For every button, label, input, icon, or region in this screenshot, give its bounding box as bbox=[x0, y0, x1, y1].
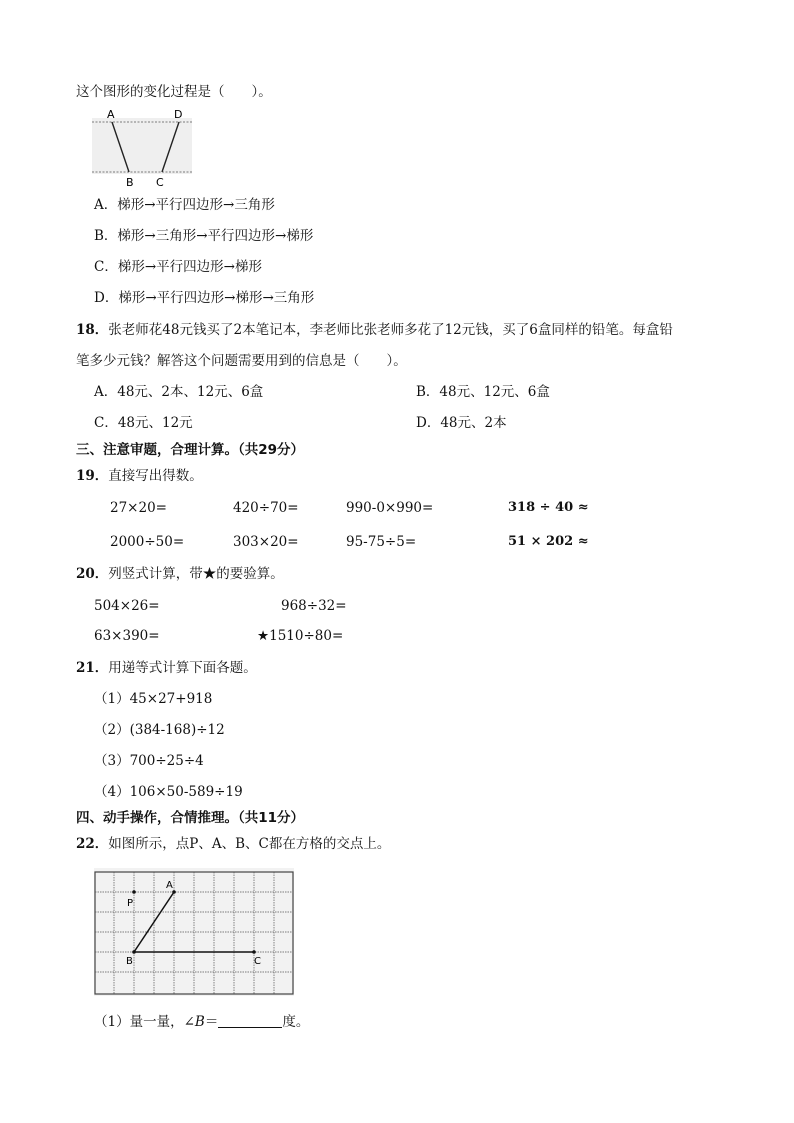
label-p: P bbox=[127, 898, 134, 909]
section4-heading: 四、动手操作，合情推理。（共11分） bbox=[76, 810, 305, 826]
q20-item-3: 63×390= bbox=[94, 628, 160, 644]
trapezoid-figure bbox=[92, 106, 196, 190]
q20-item-4: ★1510÷80= bbox=[257, 628, 344, 644]
q19-r1c2: 420÷70= bbox=[233, 500, 299, 516]
q18-text-2: 笔多少元钱？解答这个问题需要用到的信息是（ ）。 bbox=[76, 353, 407, 369]
q19-r2c2: 303×20= bbox=[233, 534, 299, 550]
q19-r1c4: 318 ÷ 40 ≈ bbox=[508, 500, 589, 515]
q20-item-1: 504×26= bbox=[94, 598, 160, 614]
q22-sub1 bbox=[94, 1013, 309, 1031]
label-a: A bbox=[107, 108, 115, 121]
label-c: C bbox=[156, 176, 164, 189]
section3-heading: 三、注意审题，合理计算。（共29分） bbox=[76, 442, 305, 458]
q21-item-3: （3）700÷25÷4 bbox=[94, 753, 204, 769]
q22-answer-blank[interactable] bbox=[218, 1013, 282, 1028]
q22-number: 22． bbox=[76, 836, 109, 852]
q18-text-1: 张老师花48元钱买了2本笔记本，李老师比张老师多花了12元钱，买了6盒同样的铅笔。每盒铅 bbox=[108, 322, 673, 338]
q21-number: 21． bbox=[76, 660, 109, 676]
q22-sub1-suffix: 度。 bbox=[282, 1014, 310, 1030]
q18-line1 bbox=[76, 321, 673, 339]
grid-figure bbox=[94, 868, 296, 998]
q18-number: 18． bbox=[76, 322, 109, 338]
q20-item-2: 968÷32= bbox=[281, 598, 347, 614]
q20-number: 20． bbox=[76, 566, 109, 582]
q20-stem: 列竖式计算，带★的要验算。 bbox=[108, 566, 284, 582]
q18-option-b: B．48元、12元、6盒 bbox=[416, 384, 550, 400]
label-d: D bbox=[174, 108, 183, 121]
label-a: A bbox=[166, 880, 173, 891]
q22-sub1-angle: ∠B bbox=[183, 1014, 205, 1030]
q19-r2c1: 2000÷50= bbox=[110, 534, 185, 550]
q19-stem: 直接写出得数。 bbox=[108, 468, 203, 484]
label-b: B bbox=[126, 956, 133, 967]
q21-item-4: （4）106×50-589÷19 bbox=[94, 784, 243, 800]
q21-stem: 用递等式计算下面各题。 bbox=[108, 660, 257, 676]
q17-stem: 这个图形的变化过程是（ ）。 bbox=[76, 84, 272, 100]
q21-item-1: （1）45×27+918 bbox=[94, 691, 213, 707]
q21-item-2: （2）(384-168)÷12 bbox=[94, 722, 225, 738]
q19-number: 19． bbox=[76, 468, 109, 484]
q17-option-a: A．梯形→平行四边形→三角形 bbox=[94, 197, 275, 213]
q18-option-d: D．48元、2本 bbox=[416, 415, 507, 431]
q22-sub1-prefix: （1）量一量， bbox=[94, 1014, 184, 1030]
q18-option-a: A．48元、2本、12元、6盒 bbox=[94, 384, 264, 400]
q19-r1c1: 27×20= bbox=[110, 500, 167, 516]
q19-r2c4: 51 × 202 ≈ bbox=[508, 534, 589, 549]
q19-r1c3: 990-0×990= bbox=[346, 500, 434, 516]
q17-option-b: B．梯形→三角形→平行四边形→梯形 bbox=[94, 228, 314, 244]
q22-sub1-equals: ＝ bbox=[204, 1014, 219, 1030]
label-b: B bbox=[126, 176, 134, 189]
q18-option-c: C．48元、12元 bbox=[94, 415, 193, 431]
q17-option-c: C．梯形→平行四边形→梯形 bbox=[94, 259, 262, 275]
q17-option-d: D．梯形→平行四边形→梯形→三角形 bbox=[94, 290, 315, 306]
q19-r2c3: 95-75÷5= bbox=[346, 534, 417, 550]
q22-stem: 如图所示，点P、A、B、C都在方格的交点上。 bbox=[108, 836, 391, 852]
label-c: C bbox=[254, 956, 261, 967]
